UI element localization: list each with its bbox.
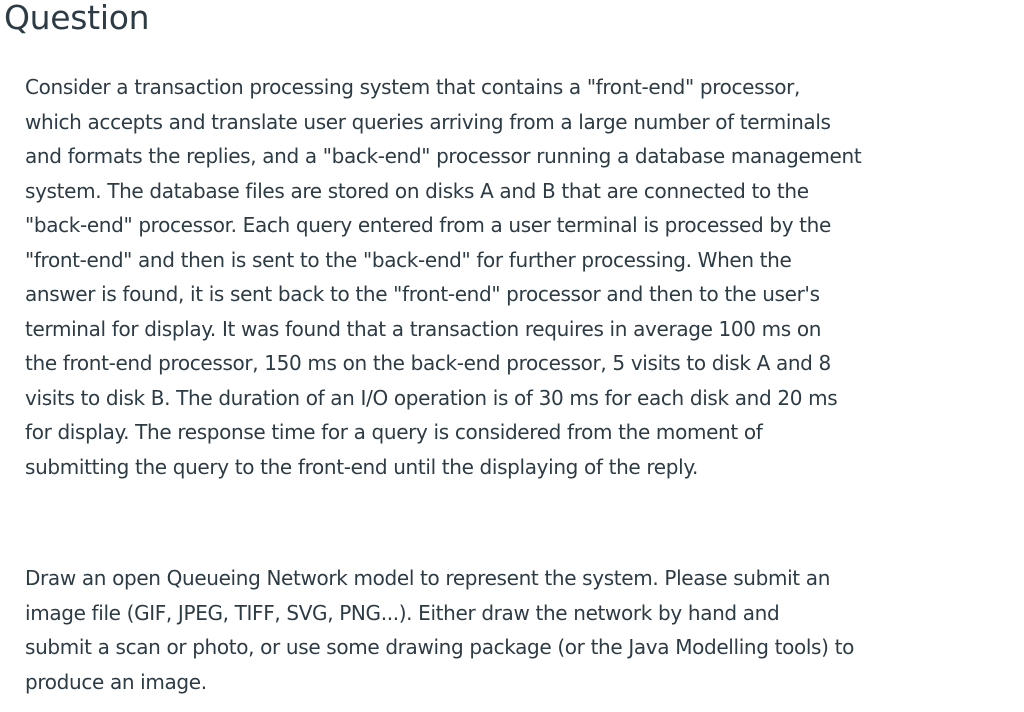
text-line: Draw an open Queueing Network model to represent the system. Please submit an <box>25 566 831 590</box>
text-line: which accepts and translate user queries arriving from a large number of terminals <box>25 109 831 134</box>
text-line: terminal for display. It was found that a transaction requires in average 100 ms on <box>25 316 822 341</box>
text-line: image file (GIF, JPEG, TIFF, SVG, PNG...). Either draw the network by hand and <box>25 600 780 625</box>
text-line: "back-end" processor. Each query entered from a user terminal is processed by the <box>25 213 831 237</box>
text-line: submitting the query to the front-end until the displaying of the reply. <box>25 454 698 479</box>
text-line: submit a scan or photo, or use some drawing package (or the Java Modelling tools) to <box>25 635 854 659</box>
text-line: the front-end processor, 150 ms on the back-end processor, 5 visits to disk A and 8 <box>25 351 831 375</box>
text-line: and formats the replies, and a "back-end" processor running a database management <box>25 144 862 168</box>
page-title: Question <box>4 0 150 37</box>
text-line: visits to disk B. The duration of an I/O operation is of 30 ms for each disk and 20 ms <box>25 385 838 410</box>
question-paragraph-description <box>25 70 940 484</box>
question-paragraph-instructions <box>25 561 854 699</box>
text-line: Consider a transaction processing system that contains a "front-end" processor, <box>25 75 801 99</box>
text-line: system. The database files are stored on disks A and B that are connected to the <box>25 178 809 203</box>
text-line: for display. The response time for a query is considered from the moment of <box>25 420 763 444</box>
question-body <box>25 70 940 694</box>
text-line: answer is found, it is sent back to the "front-end" processor and then to the user's <box>25 282 820 306</box>
text-line: produce an image. <box>25 669 207 694</box>
text-line: "front-end" and then is sent to the "back-end" for further processing. When the <box>25 247 792 272</box>
